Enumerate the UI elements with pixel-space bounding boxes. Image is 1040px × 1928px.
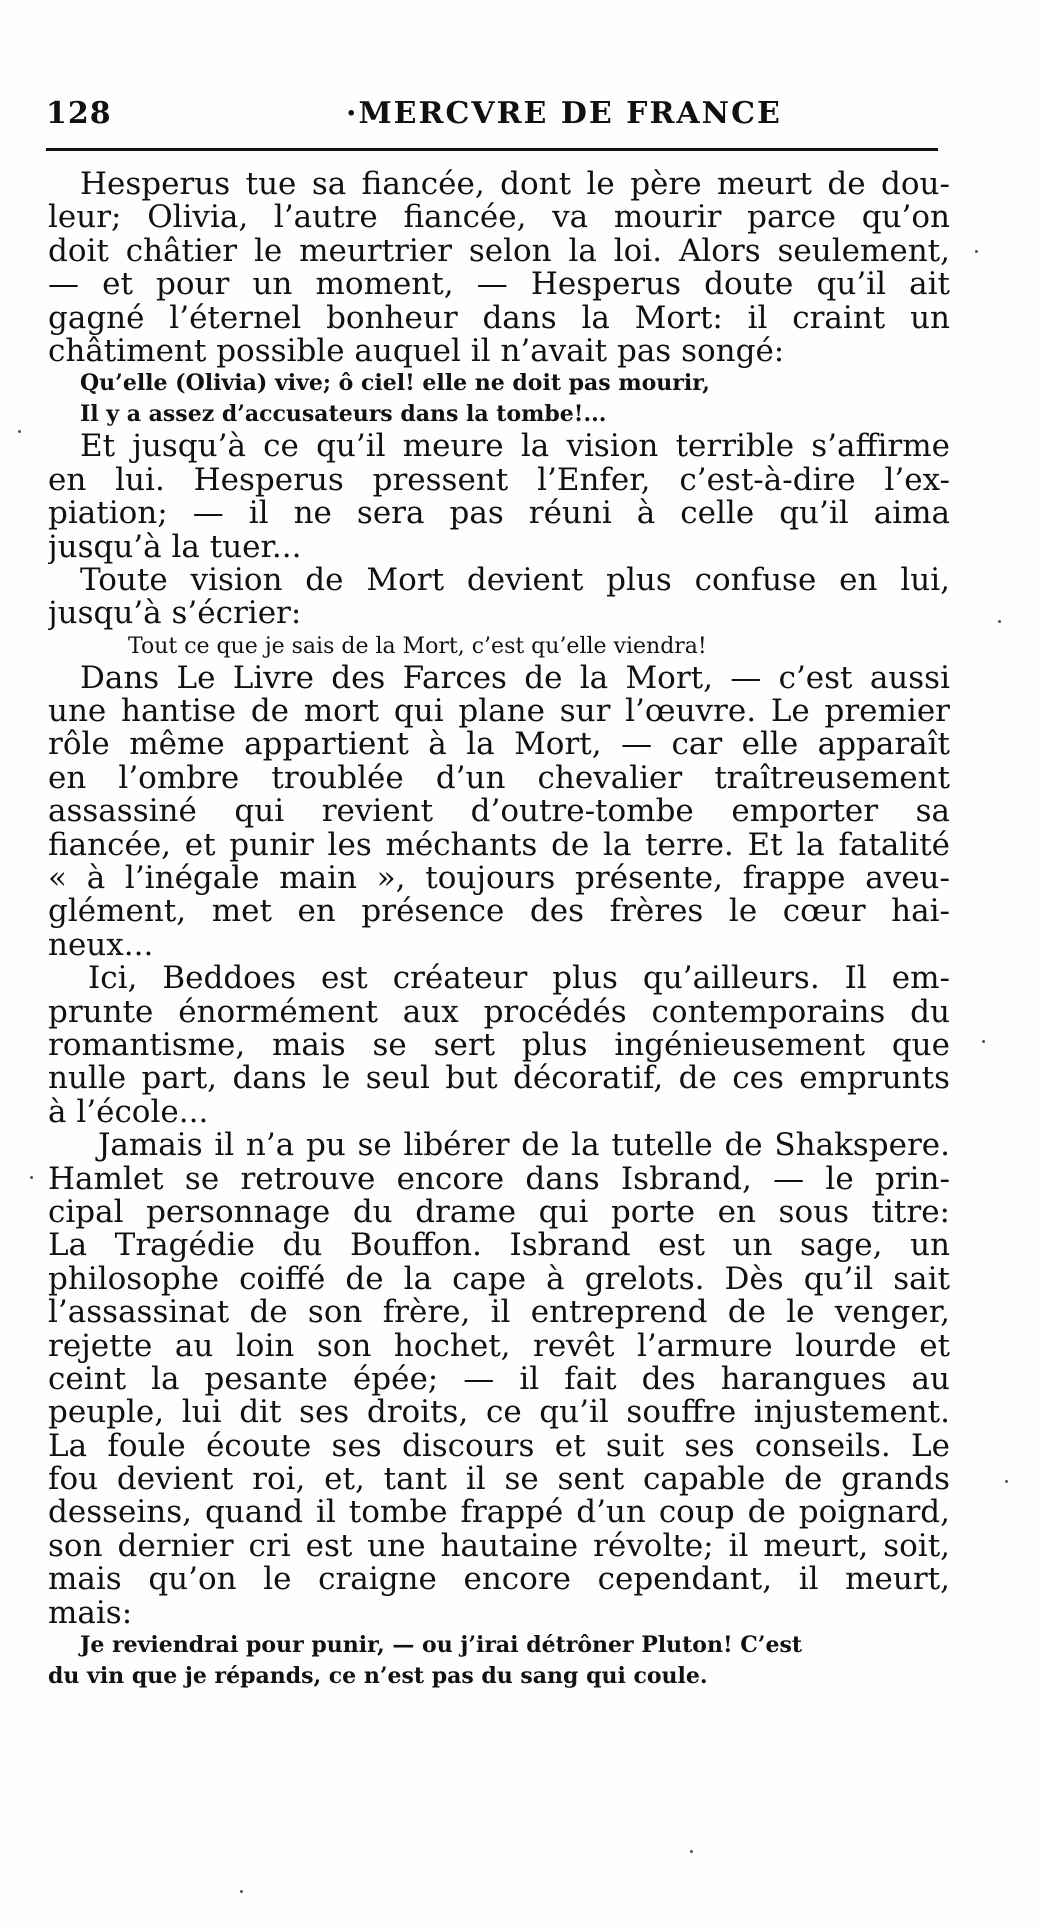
text-line: l’assassinat de son frère, il entreprend de le venger, [48, 1296, 950, 1330]
text-line: en l’ombre troublée d’un chevalier traîtreusement [48, 761, 950, 796]
scan-speck [30, 1176, 33, 1179]
scan-speck [982, 1040, 985, 1043]
verse-quote-line: Il y a assez d’accusateurs dans la tombe!... [80, 401, 607, 428]
text-line: La Tragédie du Bouffon. Isbrand est un sage, un [48, 1229, 950, 1263]
text-line: doit châtier le meurtrier selon la loi. Alors seulement, [48, 234, 950, 269]
text-line: « à l’inégale main », toujours présente, frappe aveu- [48, 862, 950, 896]
body-text [48, 168, 950, 1692]
text-line: philosophe coiffé de la cape à grelots. Dès qu’il sait [48, 1262, 950, 1297]
scan-speck [690, 1850, 693, 1853]
text-line: rôle même appartient à la Mort, — car elle apparaît [48, 728, 950, 762]
text-line: desseins, quand il tombe frappé d’un coup de poignard, [48, 1496, 950, 1530]
text-line: mais qu’on le craigne encore cependant, il meurt, [48, 1563, 950, 1597]
verse-quote-line: Tout ce que je sais de la Mort, c’est qu’elle viendra! [128, 633, 707, 659]
text-line: son dernier cri est une hautaine révolte; il meurt, soit, [48, 1529, 950, 1564]
text-line: Jamais il n’a pu se libérer de la tutelle de Shakspere. [98, 1129, 950, 1163]
text-line: assassiné qui revient d’outre-tombe emporter sa [48, 795, 950, 829]
text-line: leur; Olivia, l’autre fiancée, va mourir parce qu’on [48, 201, 950, 235]
text-line: ceint la pesante épée; — il fait des harangues au [48, 1362, 950, 1397]
text-line: en lui. Hesperus pressent l’Enfer, c’est-à-dire l’ex- [48, 463, 950, 498]
text-line: nulle part, dans le seul but décoratif, de ces emprunts [48, 1062, 950, 1096]
text-line: Toute vision de Mort devient plus confuse en lui, [80, 563, 950, 598]
header-rule [46, 148, 938, 151]
running-title: ·MERCVRE DE FRANCE [346, 96, 782, 131]
text-line: fou devient roi, et, tant il se sent capable de grands [48, 1463, 950, 1497]
text-line: jusqu’à la tuer... [48, 530, 302, 564]
text-line: romantisme, mais se sert plus ingénieusement que [48, 1028, 950, 1063]
scan-speck [1005, 1480, 1008, 1483]
text-line: rejette au loin son hochet, revêt l’armure lourde et [48, 1329, 950, 1363]
text-line: fiancée, et punir les méchants de la terre. Et la fatalité [48, 828, 950, 863]
text-line: Hamlet se retrouve encore dans Isbrand, — le prin- [48, 1162, 950, 1196]
scan-speck [975, 250, 978, 253]
text-line: piation; — il ne sera pas réuni à celle qu’il aima [48, 497, 950, 531]
text-line: Hesperus tue sa fiancée, dont le père meurt de dou- [80, 168, 950, 202]
text-line: neux... [48, 928, 154, 963]
verse-quote-line: du vin que je répands, ce n’est pas du sang qui coule. [48, 1663, 708, 1690]
text-line: Dans Le Livre des Farces de la Mort, — c’est aussi [80, 661, 950, 696]
text-line: Ici, Beddoes est créateur plus qu’ailleurs. Il em- [88, 962, 950, 996]
text-line: à l’école... [48, 1095, 209, 1130]
text-line: une hantise de mort qui plane sur l’œuvre. Le premier [48, 695, 950, 729]
scan-speck [998, 620, 1001, 623]
scan-speck [240, 1890, 243, 1893]
verse-quote-line: Qu’elle (Olivia) vive; ô ciel! elle ne doit pas mourir, [80, 370, 710, 397]
verse-quote-line: Je reviendrai pour punir, — ou j’irai détrôner Pluton! C’est [80, 1632, 803, 1659]
text-line: gagné l’éternel bonheur dans la Mort: il craint un [48, 301, 950, 335]
page-header [46, 92, 938, 138]
page-number: 128 [46, 96, 112, 131]
scan-speck [18, 430, 21, 433]
text-line: prunte énormément aux procédés contemporains du [48, 995, 950, 1029]
text-line: Et jusqu’à ce qu’il meure la vision terrible s’affirme [80, 430, 950, 464]
text-line: peuple, lui dit ses droits, ce qu’il souffre injustement. [48, 1396, 950, 1430]
text-line: mais: [48, 1596, 133, 1631]
text-line: glément, met en présence des frères le cœur hai- [48, 895, 950, 929]
text-line: La foule écoute ses discours et suit ses conseils. Le [48, 1429, 950, 1464]
text-line: châtiment possible auquel il n’avait pas songé: [48, 334, 785, 369]
text-line: cipal personnage du drame qui porte en sous titre: [48, 1195, 950, 1230]
text-line: — et pour un moment, — Hesperus doute qu’il ait [48, 268, 950, 302]
text-line: jusqu’à s’écrier: [48, 597, 302, 631]
